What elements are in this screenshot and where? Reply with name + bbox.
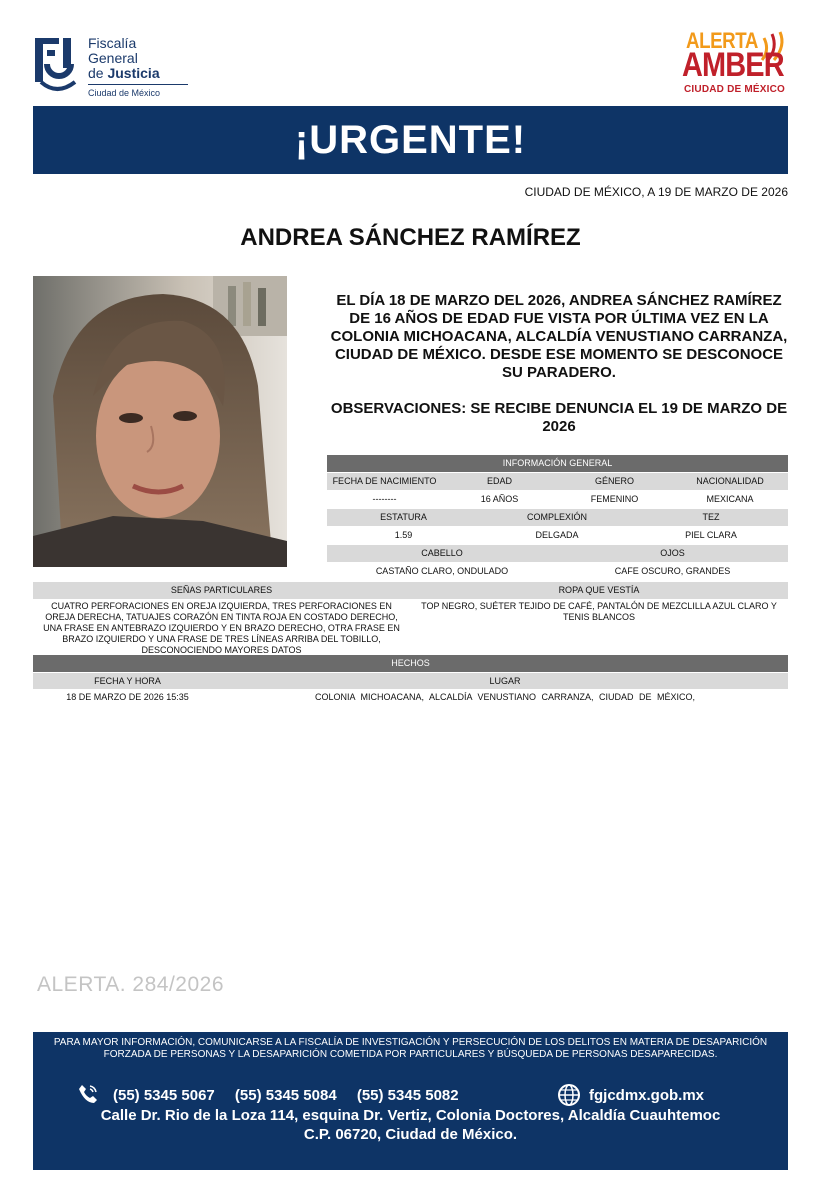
- value-age: 16 AÑOS: [442, 491, 557, 508]
- website-link[interactable]: fgjcdmx.gob.mx: [589, 1087, 705, 1104]
- fgj-logo: [33, 34, 168, 100]
- description-text: EL DÍA 18 DE MARZO DEL 2026, ANDREA SÁNCHEZ RAMÍREZ DE 16 AÑOS DE EDAD FUE VISTA POR ÚLTIMA VEZ EN LA COLONIA MICHOACANA, ALCALDÍA VENUSTIANO CARRANZA, CIUDAD DE MÉXICO. DESDE ESE MOMENTO SE DESCONOCE SU PARADERO.: [330, 292, 788, 381]
- fgj-divider: [88, 84, 188, 85]
- amber-line1: ALERTA: [686, 28, 758, 53]
- value-distinguishing-marks: CUATRO PERFORACIONES EN OREJA IZQUIERDA, TRES PERFORACIONES EN OREJA DERECHA, TATUAJES CORAZÓN EN TINTA ROJA EN COSTADO DERECHO, UNA FRASE EN ANTEBRAZO IZQUIERDO Y EN BRAZO DERECHO, OTRA FRASE EN BRAZO IZQUIERDO Y UNA FRASE DE TRES LÍNEAS ARRIBA DEL TOBILLO, DESCONOCIENDO MAYORES DATOS: [36, 600, 407, 656]
- phone-icon: [77, 1083, 99, 1105]
- phone-number-3[interactable]: (55) 5345 5082: [356, 1087, 459, 1104]
- label-birthdate: FECHA DE NACIMIENTO: [327, 473, 442, 490]
- person-photo: [33, 276, 287, 567]
- fgj-line2: General: [88, 50, 138, 66]
- amber-line3: CIUDAD DE MÉXICO: [684, 84, 785, 95]
- label-nationality: NACIONALIDAD: [672, 473, 788, 490]
- phone-list: [113, 1087, 475, 1104]
- fgj-line3-bold: Justicia: [107, 65, 160, 81]
- urgent-banner: ¡URGENTE!: [33, 106, 788, 174]
- label-clothing: ROPA QUE VESTÍA: [410, 582, 788, 599]
- value-eyes: CAFE OSCURO, GRANDES: [557, 563, 788, 580]
- dateline: CIUDAD DE MÉXICO, A 19 DE MARZO DE 2026: [524, 185, 788, 199]
- value-datetime: 18 DE MARZO DE 2026 15:35: [33, 689, 222, 706]
- fgj-line3-prefix: de: [88, 65, 108, 81]
- label-hair: CABELLO: [327, 545, 557, 562]
- alerta-amber-logo: [682, 28, 792, 100]
- label-distinguishing-marks: SEÑAS PARTICULARES: [33, 582, 410, 599]
- label-height: ESTATURA: [327, 509, 480, 526]
- value-hair: CASTAÑO CLARO, ONDULADO: [327, 563, 557, 580]
- label-age: EDAD: [442, 473, 557, 490]
- person-photo-image: [33, 276, 287, 567]
- label-place: LUGAR: [222, 673, 788, 690]
- address-line1: Calle Dr. Rio de la Loza 114, esquina Dr. Vertiz, Colonia Doctores, Alcaldía Cuauhtemoc: [100, 1107, 721, 1124]
- label-build: COMPLEXIÓN: [480, 509, 634, 526]
- label-datetime: FECHA Y HORA: [33, 673, 222, 690]
- footer-address: [33, 1106, 788, 1144]
- label-complexion: TEZ: [634, 509, 788, 526]
- phone-number-1[interactable]: (55) 5345 5067: [113, 1087, 215, 1104]
- header: [0, 0, 821, 105]
- observations-text: OBSERVACIONES: SE RECIBE DENUNCIA EL 19 DE MARZO DE 2026: [330, 400, 788, 435]
- globe-icon: [557, 1083, 581, 1107]
- address-line2: C.P. 06720, Ciudad de México.: [303, 1126, 518, 1143]
- label-gender: GÉNERO: [557, 473, 672, 490]
- general-info-title: INFORMACIÓN GENERAL: [327, 455, 788, 472]
- footer-info: PARA MAYOR INFORMACIÓN, COMUNICARSE A LA FISCALÍA DE INVESTIGACIÓN Y PERSECUCIÓN DE LOS DELITOS EN MATERIA DE DESAPARICIÓN FORZADA DE PERSONAS Y LA DESAPARICIÓN COMETIDA POR PARTICULARES Y BÚSQUEDA DE PERSONAS DESAPARECIDAS.: [53, 1037, 768, 1060]
- value-build: DELGADA: [480, 527, 634, 544]
- value-height: 1.59: [327, 527, 480, 544]
- label-eyes: OJOS: [557, 545, 788, 562]
- footer: [33, 1032, 788, 1170]
- value-clothing: TOP NEGRO, SUÉTER TEJIDO DE CAFÉ, PANTALÓN DE MEZCLILLA AZUL CLARO Y TENIS BLANCOS: [413, 600, 785, 623]
- facts-title: HECHOS: [33, 655, 788, 672]
- value-place: COLONIA MICHOACANA, ALCALDÍA VENUSTIANO CARRANZA, CIUDAD DE MÉXICO,: [222, 689, 788, 706]
- value-gender: FEMENINO: [557, 491, 672, 508]
- fgj-subtitle: Ciudad de México: [88, 88, 161, 98]
- alert-number: ALERTA. 284/2026: [37, 973, 225, 996]
- value-nationality: MEXICANA: [672, 491, 788, 508]
- person-name: ANDREA SÁNCHEZ RAMÍREZ: [240, 224, 581, 251]
- amber-line2: AMBER: [682, 46, 784, 84]
- fgj-line1: Fiscalía: [88, 35, 137, 51]
- fgj-emblem-icon: [33, 34, 83, 98]
- value-complexion: PIEL CLARA: [634, 527, 788, 544]
- phone-number-2[interactable]: (55) 5345 5084: [234, 1087, 337, 1104]
- value-birthdate: --------: [327, 491, 442, 508]
